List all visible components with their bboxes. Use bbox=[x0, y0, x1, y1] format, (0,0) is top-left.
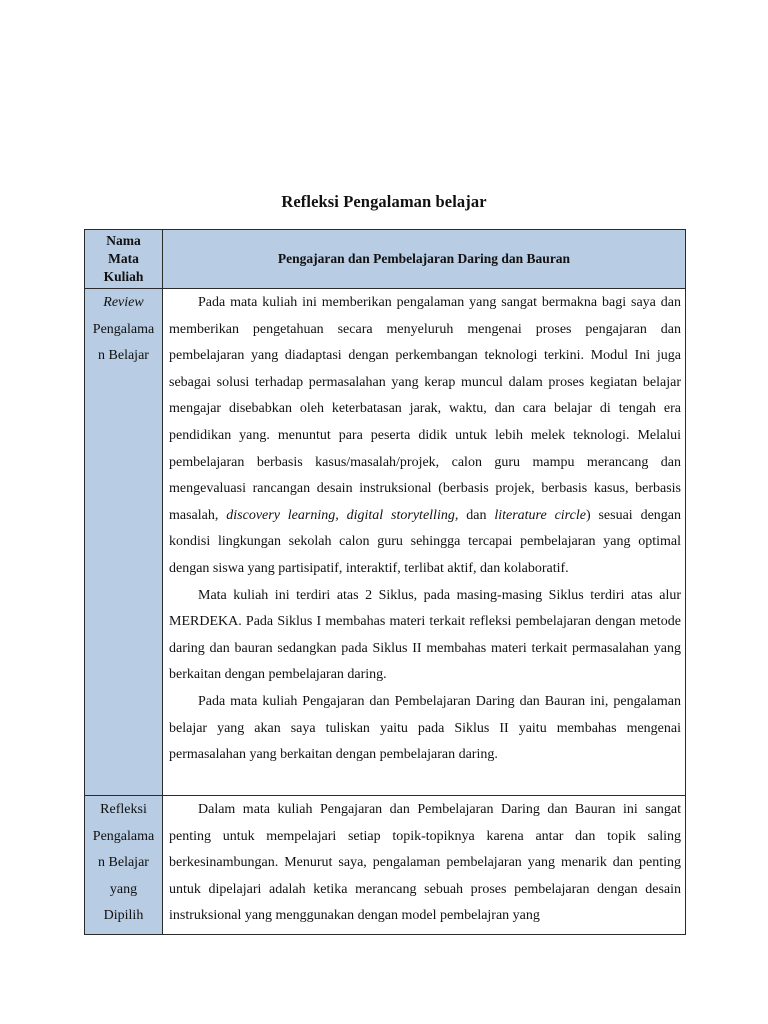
refleksi-label bbox=[85, 796, 163, 935]
label-line: Pengalama bbox=[92, 828, 155, 844]
refleksi-content bbox=[163, 796, 686, 935]
refleksi-paragraph-1: Dalam mata kuliah Pengajaran dan Pembelajaran Daring dan Bauran ini sangat penting untuk mempelajari setiap topik-topiknya karena antar dan topik saling berkesinambungan. Menurut saya, pengalaman pembelajaran yang menarik dan penting untuk dipelajari adalah ketika merancang sebuah proses pembelajaran dengan desain instruksional yang menggunakan dengan model pembelajran yang bbox=[169, 802, 681, 924]
text-run-italic: literature circle bbox=[494, 507, 586, 523]
label-line: Kuliah bbox=[103, 269, 144, 284]
label-line: Refleksi bbox=[100, 802, 147, 817]
course-name-label bbox=[85, 230, 163, 289]
label-line: Dipilih bbox=[103, 908, 144, 924]
label-line: n Belajar bbox=[98, 855, 149, 871]
refleksi-row bbox=[85, 796, 686, 935]
text-run: Pada mata kuliah ini memberikan pengalaman yang sangat bermakna bagi saya dan memberikan pengetahuan secara menyeluruh mengenai proses pengajaran dan pembelajaran yang diadaptasi dengan perkembangan teknologi terkini. Modul Ini juga sebagai solusi terhadap permasalahan yang kerap muncul dalam proses kegiatan belajar mengajar disebabkan oleh keterbatasan jarak, waktu, dan cara belajar di tengah era pendidikan yang. menuntut para peserta didik untuk lebih melek teknologi. Melalui pembelajaran berbasis kasus/masalah/projek, calon guru mampu merancang dan mengevaluasi rancangan desain instruksional (berbasis projek, berbasis kasus, berbasis masalah, bbox=[169, 295, 681, 523]
label-line: yang bbox=[109, 881, 138, 897]
course-name-value: Pengajaran dan Pembelajaran Daring dan Bauran bbox=[163, 230, 686, 289]
review-row bbox=[85, 289, 686, 796]
review-content bbox=[163, 289, 686, 796]
review-paragraph-2: Mata kuliah ini terdiri atas 2 Siklus, pada masing-masing Siklus terdiri atas alur MERDEKA. Pada Siklus I membahas materi terkait refleksi pembelajaran dengan metode daring dan bauran sedangkan pada Siklus II membahas materi terkait permasalahan yang berkaitan dengan pembelajaran daring. bbox=[169, 587, 681, 683]
review-paragraph-3: Pada mata kuliah Pengajaran dan Pembelajaran Daring dan Bauran ini, pengalaman belajar yang akan saya tuliskan yaitu pada Siklus II yaitu membahas mengenai permasalahan yang berkaitan dengan pembelajaran daring. bbox=[169, 693, 681, 763]
label-line: Pengalama bbox=[92, 321, 155, 337]
header-row bbox=[85, 230, 686, 289]
label-line: n Belajar bbox=[98, 348, 149, 364]
reflection-table bbox=[84, 229, 686, 935]
text-run-italic: discovery learning, digital storytelling, bbox=[226, 507, 459, 523]
text-run: dan bbox=[458, 507, 495, 523]
text-run: ) sesuai dengan kondisi lingkungan sekolah calon guru sehingga tercapai pembelajaran yang optimal dengan siswa yang partisipatif, interaktif, terlibat aktif, dan kolaboratif. bbox=[169, 507, 682, 576]
review-label bbox=[85, 289, 163, 796]
label-line: Mata bbox=[108, 251, 139, 266]
review-paragraph-1 bbox=[169, 290, 681, 583]
label-line: Review bbox=[103, 295, 144, 310]
label-line: Nama bbox=[106, 233, 141, 248]
document-title: Refleksi Pengalaman belajar bbox=[281, 192, 487, 211]
